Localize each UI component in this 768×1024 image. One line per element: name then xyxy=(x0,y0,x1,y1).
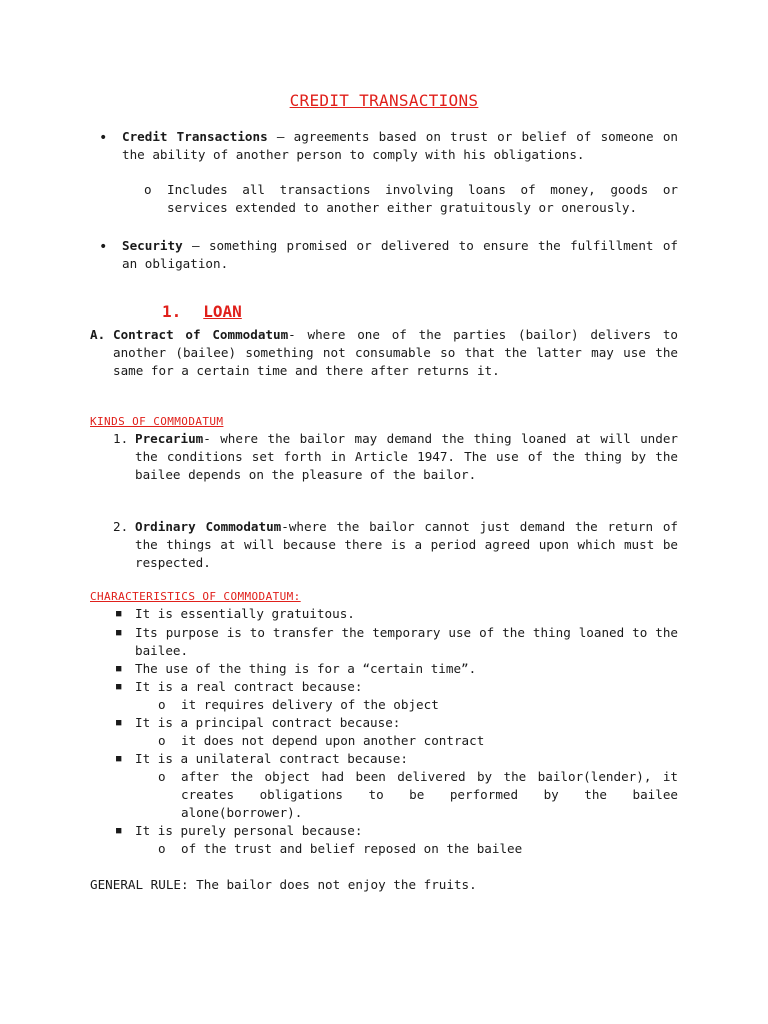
sub-bullet-marker: o xyxy=(158,697,166,712)
characteristic-item: It is a real contract because: xyxy=(135,679,363,694)
document-title: CREDIT TRANSACTIONS xyxy=(289,91,479,110)
section-number: 1. xyxy=(162,302,182,321)
definition-term: Security xyxy=(122,238,183,253)
square-bullet: ■ xyxy=(116,826,122,836)
kind-term: Precarium xyxy=(135,431,204,446)
kind-text: -where the bailor cannot just demand the return of the things at will because there is a period agreed upon which must be respected. xyxy=(135,519,678,570)
characteristic-sub-item: it does not depend upon another contract xyxy=(181,733,485,748)
kind-term: Ordinary Commodatum xyxy=(135,519,282,534)
kind-item-ordinary xyxy=(135,518,678,572)
sub-bullet-marker: o xyxy=(158,841,166,856)
bullet-marker: • xyxy=(99,239,108,255)
item-letter: A. xyxy=(90,327,106,342)
characteristic-item: It is a unilateral contract because: xyxy=(135,751,408,766)
kind-number: 1. xyxy=(113,431,129,446)
sub-bullet-marker: o xyxy=(158,769,166,784)
characteristic-sub-item: after the object had been delivered by the bailor(lender), it creates obligations to be performed by the bailee alone(borrower). xyxy=(181,769,678,820)
characteristic-sub-item: it requires delivery of the object xyxy=(181,697,439,712)
characteristic-sub-item: of the trust and belief reposed on the bailee xyxy=(181,841,523,856)
definition-text: – something promised or delivered to ensure the fulfillment of an obligation. xyxy=(122,238,678,271)
characteristics-heading: CHARACTERISTICS OF COMMODATUM: xyxy=(90,590,301,603)
section-label: LOAN xyxy=(203,302,242,321)
characteristic-item: The use of the thing is for a “certain time”. xyxy=(135,661,477,676)
square-bullet: ■ xyxy=(116,682,122,692)
commodatum-definition xyxy=(113,326,678,380)
kind-item-precarium xyxy=(135,430,678,484)
sub-bullet-marker: o xyxy=(158,733,166,748)
square-bullet: ■ xyxy=(116,628,122,638)
characteristic-item: It is a principal contract because: xyxy=(135,715,401,730)
kind-text: - where the bailor may demand the thing loaned at will under the conditions set forth in Article 1947. The use of the thing by the bailee depends on the pleasure of the bailor. xyxy=(135,431,678,482)
general-rule: GENERAL RULE: The bailor does not enjoy the fruits. xyxy=(90,877,477,892)
characteristic-item: Its purpose is to transfer the temporary use of the thing loaned to the bailee. xyxy=(135,625,678,658)
definition-term: Credit Transactions xyxy=(122,129,268,144)
item-text: - where one of the parties (bailor) delivers to another (bailee) something not consumable so that the latter may use the same for a certain time and there after returns it. xyxy=(113,327,678,378)
item-term: Contract of Commodatum xyxy=(113,327,289,342)
kinds-heading: KINDS OF COMMODATUM xyxy=(90,415,224,428)
square-bullet: ■ xyxy=(116,609,122,619)
definition-text: – agreements based on trust or belief of someone on the ability of another person to comply with his obligations. xyxy=(122,129,678,162)
definition-credit-transactions xyxy=(122,128,678,164)
bullet-marker: • xyxy=(99,130,108,146)
square-bullet: ■ xyxy=(116,718,122,728)
characteristic-item: It is essentially gratuitous. xyxy=(135,606,355,621)
kind-number: 2. xyxy=(113,519,129,534)
definition-security xyxy=(122,237,678,273)
square-bullet: ■ xyxy=(116,664,122,674)
square-bullet: ■ xyxy=(116,754,122,764)
sub-bullet-marker: o xyxy=(144,182,152,197)
definition-sub-text: Includes all transactions involving loans of money, goods or services extended to another either gratuitously or onerously. xyxy=(167,182,678,215)
characteristic-item: It is purely personal because: xyxy=(135,823,363,838)
section-heading xyxy=(162,303,242,321)
